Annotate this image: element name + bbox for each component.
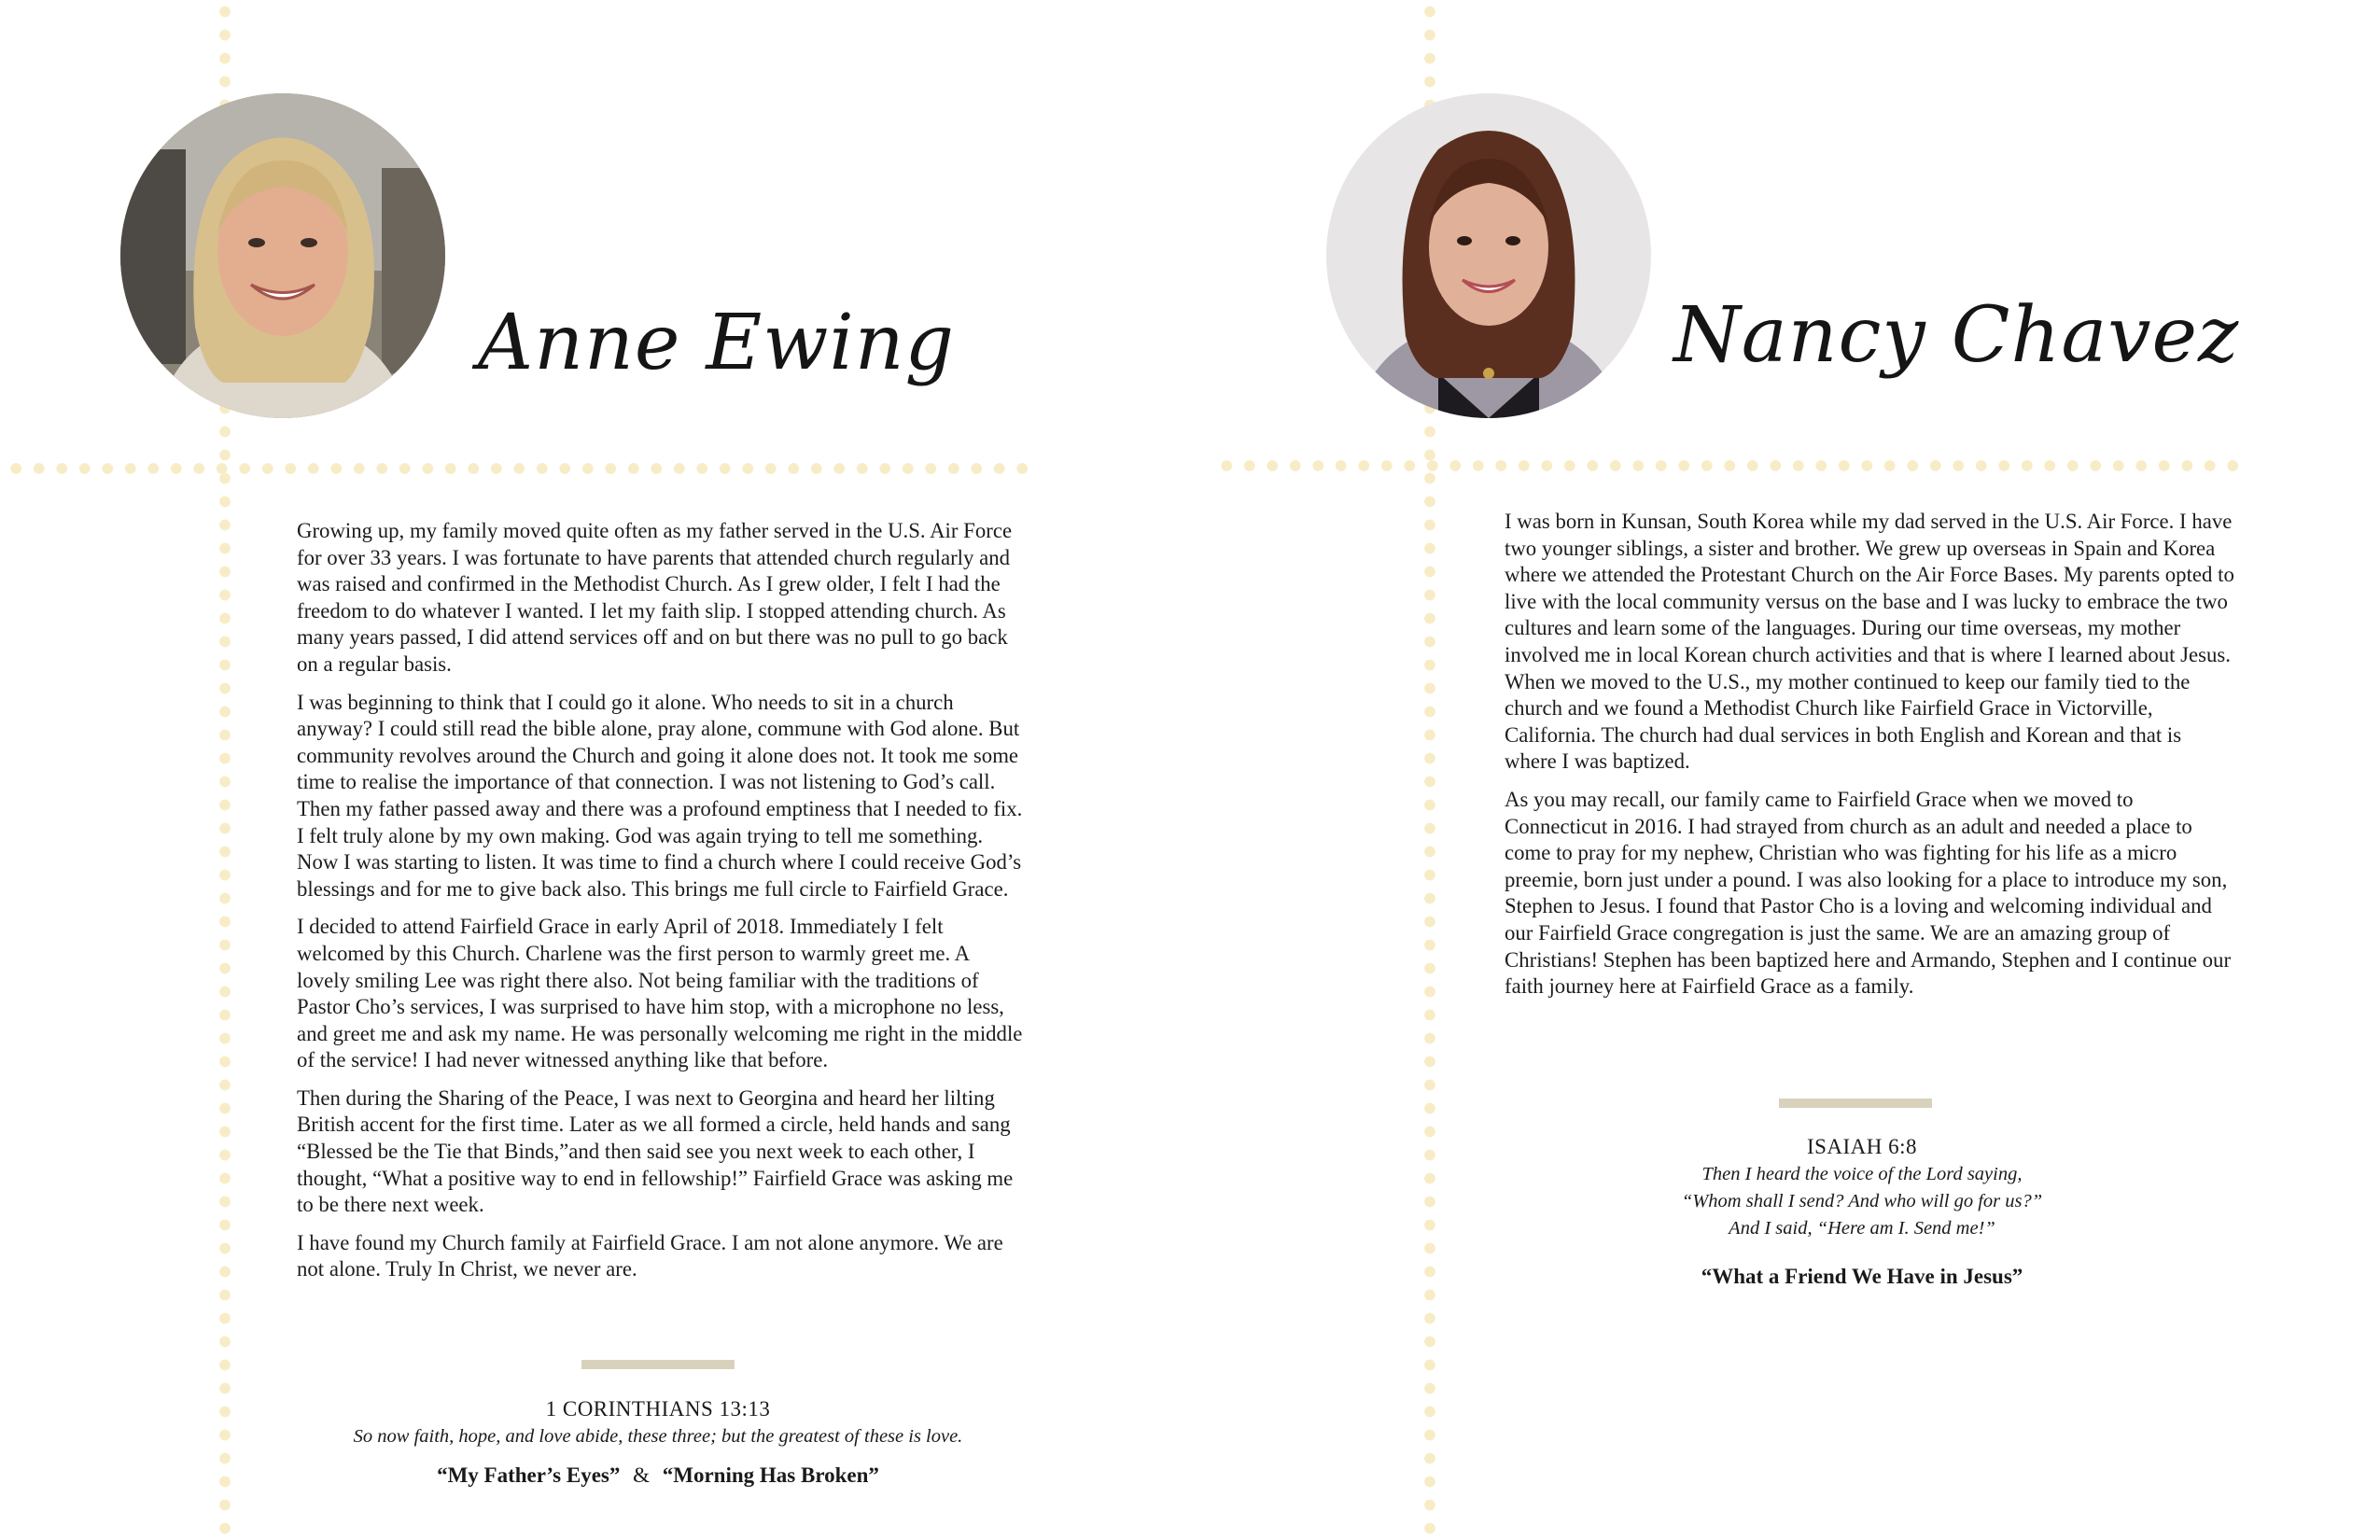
right-section-divider: [1779, 1099, 1932, 1108]
left-profile-name: Anne Ewing: [478, 299, 956, 387]
left-song-2: “Morning Has Broken”: [662, 1463, 879, 1487]
anne-ewing-photo: [120, 93, 445, 418]
left-story-paragraph: I decided to attend Fairfield Grace in early April of 2018. Immediately I felt welcomed by this Church. Charlene was the first person to warmly greet me. A lovely smiling Lee was right there also. Not being familiar with the traditions of Pastor Cho’s services, I was surprised to have him stop, with a microphone no less, and greet me and ask my name. He was personally welcoming me right in the middle of the service! I had never witnessed anything like that before.: [297, 915, 1023, 1072]
right-verse-text: [1507, 1161, 2217, 1242]
right-page: [1190, 0, 2380, 1540]
left-verse-text: So now faith, hope, and love abide, these three; but the greatest of these is love.: [353, 1426, 963, 1447]
left-story-paragraph: Then during the Sharing of the Peace, I was next to Georgina and heard her lilting British accent for the first time. Later as we all formed a circle, held hands and sang “Blessed be the Tie that Binds,”and then said see you next week to each other, I thought, “What a positive way to end in fellowship!” Fairfield Grace was asking me to be there next week.: [297, 1085, 1014, 1217]
right-profile-name: Nancy Chavez: [1673, 291, 2240, 380]
left-song-1: “My Father’s Eyes”: [437, 1463, 621, 1487]
right-profile-story: [1505, 509, 2238, 1012]
anne-ewing-portrait: [120, 93, 445, 418]
right-verse-line: And I said, “Here am I. Send me!”: [1729, 1218, 1995, 1239]
left-section-divider: [581, 1360, 735, 1369]
left-profile-story: [297, 518, 1027, 1295]
left-dotted-horizontal-border: [5, 463, 1034, 474]
left-song-separator: &: [633, 1463, 651, 1487]
right-dotted-horizontal-border: [1215, 460, 2249, 471]
left-story-paragraph: I have found my Church family at Fairfield Grace. I am not alone anymore. We are not alone. Truly In Christ, we never are.: [297, 1230, 1003, 1281]
right-verse-reference: ISAIAH 6:8: [1806, 1135, 1918, 1158]
right-verse-line: “Whom shall I send? And who will go for us?”: [1681, 1191, 2043, 1211]
left-song-titles: [271, 1462, 1045, 1490]
left-verse-reference: 1 CORINTHIANS 13:13: [545, 1397, 771, 1421]
left-verse-block: [271, 1395, 1045, 1490]
nancy-chavez-photo: [1326, 93, 1651, 418]
right-story-paragraph: As you may recall, our family came to Fairfield Grace when we moved to Connecticut in 2016. I had strayed from church as an adult and needed a place to come to pray for my nephew, Christian who was fighting for his life as a micro preemie, born just under a pound. I was also looking for a place to introduce my son, Stephen to Jesus. I found that Pastor Cho is a loving and welcoming individual and our Fairfield Grace congregation is just the same. We are an amazing group of Christians! Stephen has been baptized here and Armando, Stephen and I continue our faith journey here at Fairfield Grace as a family.: [1505, 787, 2232, 999]
left-story-paragraph: Growing up, my family moved quite often as my father served in the U.S. Air Force for over 33 years. I was fortunate to have parents that attended church regularly and was raised and confirmed in the Methodist Church. As I grew older, I felt I had the freedom to do whatever I wanted. I let my faith slip. I stopped attending church. As many years passed, I did attend services off and on but there was no pull to go back on a regular basis.: [297, 519, 1013, 676]
left-story-paragraph: I was beginning to think that I could go it alone. Who needs to sit in a church anyway? I could still read the bible alone, pray alone, commune with God alone. But community revolves around the Church and going it alone does not. It took me some time to realise the importance of that connection. I was not listening to God’s call. Then my father passed away and there was a profound emptiness that I needed to fix. I felt truly alone by my own making. God was again trying to tell me something. Now I was starting to listen. It was time to find a church where I could receive God’s blessings and for me to give back also. This brings me full circle to Fairfield Grace.: [297, 690, 1023, 901]
right-story-paragraph: I was born in Kunsan, South Korea while my dad served in the U.S. Air Force. I have two younger siblings, a sister and brother. We grew up overseas in Spain and Korea where we attended the Protestant Church on the Air Force Bases. My parents opted to live with the local community versus on the base and I was lucky to embrace the two cultures and learn some of the languages. During our time overseas, my mother involved me in local Korean church activities and that is where I learned about Jesus. When we moved to the U.S., my mother continued to keep our family tied to the church and we found a Methodist Church like Fairfield Grace in Victorville, California. The church had dual services in both English and Korean and that is where I was baptized.: [1505, 510, 2234, 774]
right-song-title: “What a Friend We Have in Jesus”: [1701, 1265, 2023, 1288]
right-verse-block: [1507, 1133, 2217, 1291]
nancy-chavez-portrait: [1326, 93, 1651, 418]
right-verse-line: Then I heard the voice of the Lord saying,: [1701, 1164, 2023, 1184]
